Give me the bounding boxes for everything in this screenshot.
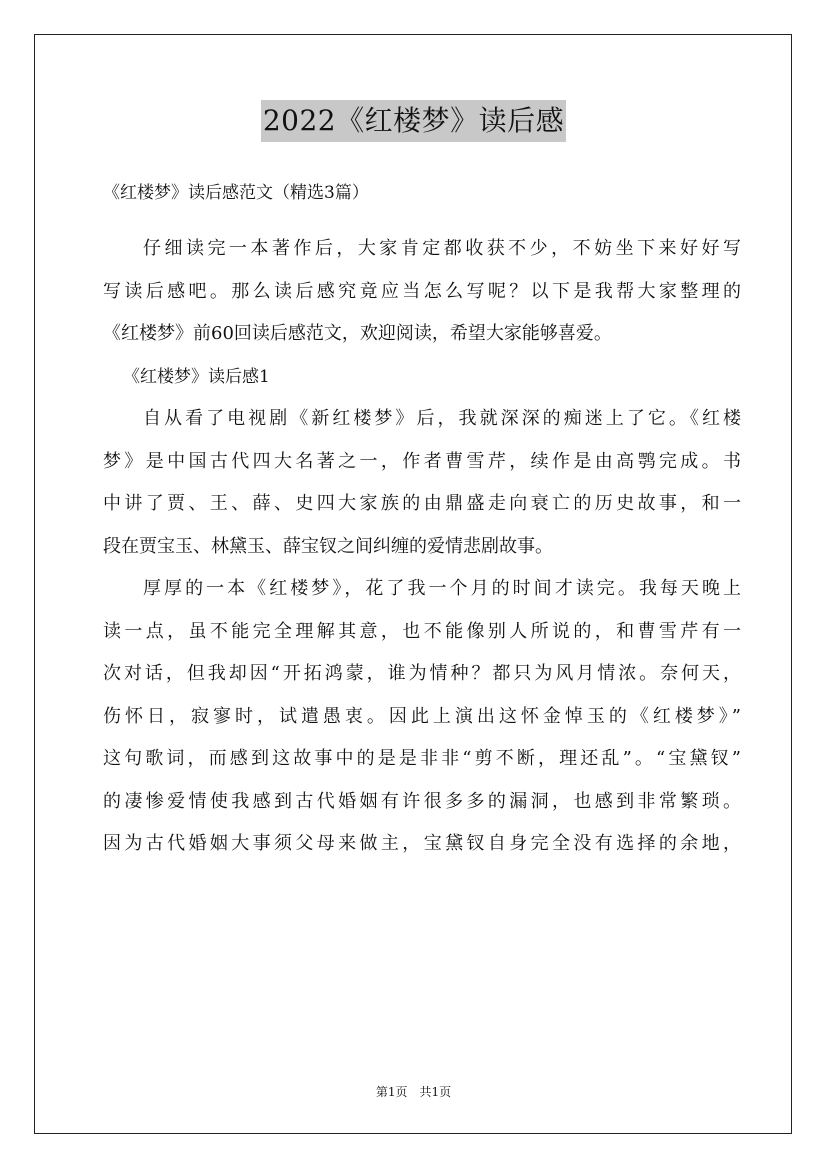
page-footer: 第1页 共1页 bbox=[375, 1085, 452, 1099]
document-subtitle: 《红楼梦》读后感范文（精选3篇） bbox=[103, 183, 369, 203]
body-paragraph-2 bbox=[103, 568, 741, 866]
text-line: 厚厚的一本《红楼梦》，花了我一个月的时间才读完。我每天晚上 bbox=[143, 578, 741, 599]
title-area bbox=[0, 100, 827, 142]
document-body bbox=[103, 228, 741, 866]
text-line: 《红楼梦》前60回读后感范文，欢迎阅读，希望大家能够喜爱。 bbox=[103, 323, 612, 344]
text-line: 梦》是中国古代四大名著之一，作者曹雪芹，续作是由高鹗完成。书 bbox=[103, 450, 741, 472]
document-title: 2022《红楼梦》读后感 bbox=[261, 100, 566, 142]
text-line: 中讲了贾、王、薛、史四大家族的由鼎盛走向衰亡的历史故事，和一 bbox=[103, 493, 741, 514]
text-line: 的凄惨爱情使我感到古代婚姻有许很多多的漏洞，也感到非常繁琐。 bbox=[103, 790, 741, 812]
text-line: 读一点，虽不能完全理解其意，也不能像别人所说的，和曹雪芹有一 bbox=[103, 620, 741, 642]
text-line: 次对话，但我却因“开拓鸿蒙，谁为情种？都只为风月情浓。奈何天， bbox=[103, 663, 741, 684]
section-heading: 《红楼梦》读后感1 bbox=[123, 366, 270, 387]
text-line: 段在贾宝玉、林黛玉、薛宝钗之间纠缠的爱情悲剧故事。 bbox=[103, 535, 553, 557]
text-line: 伤怀日，寂寥时，试遣愚衷。因此上演出这怀金悼玉的《红楼梦》” bbox=[103, 705, 741, 727]
text-line: 自从看了电视剧《新红楼梦》后，我就深深的痴迷上了它。《红楼 bbox=[143, 408, 741, 429]
text-line: 这句歌词，而感到这故事中的是是非非“剪不断，理还乱”。“宝黛钗” bbox=[103, 748, 741, 769]
text-line: 仔细读完一本著作后，大家肯定都收获不少，不妨坐下来好好写 bbox=[143, 238, 741, 259]
text-line: 写读后感吧。那么读后感究竟应当怎么写呢？以下是我帮大家整理的 bbox=[103, 280, 741, 302]
intro-paragraph bbox=[103, 228, 741, 356]
text-line: 因为古代婚姻大事须父母来做主，宝黛钗自身完全没有选择的余地， bbox=[103, 833, 741, 854]
body-paragraph-1 bbox=[103, 398, 741, 568]
